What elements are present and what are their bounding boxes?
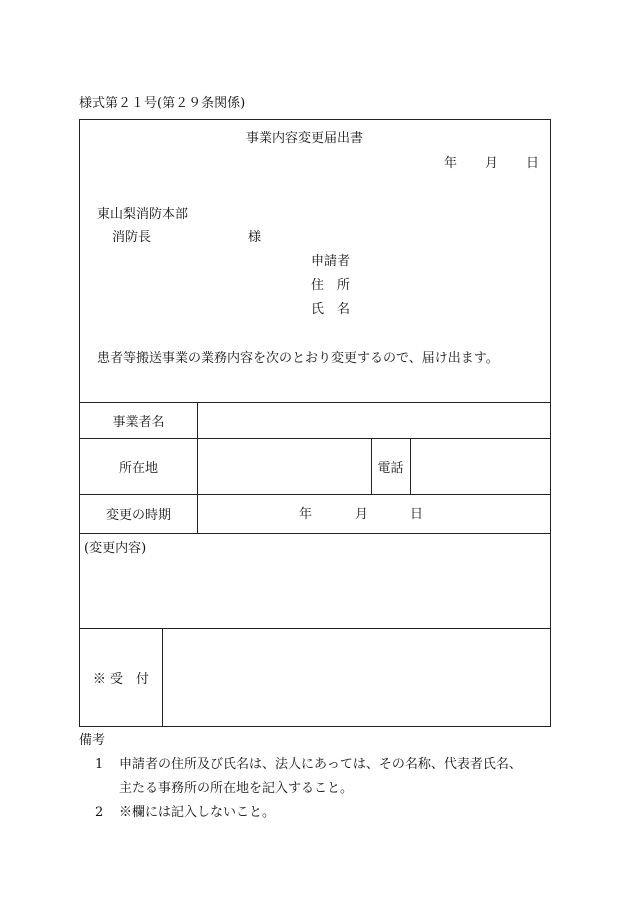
business-name-label: 事業者名 — [112, 414, 165, 430]
note-2-line-1: ※欄には記入しないこと。 — [119, 805, 276, 820]
divider-row3-bottom — [80, 533, 550, 534]
notes-heading: 備考 — [79, 733, 106, 748]
change-content-field[interactable] — [80, 560, 550, 627]
form-number: 様式第２１号(第２９条関係) — [79, 96, 246, 111]
date-year-label: 年 — [444, 156, 458, 171]
form-frame — [79, 119, 551, 727]
change-timing-label: 変更の時期 — [105, 508, 171, 523]
statement-text: 患者等搬送事業の業務内容を次のとおり変更するので、届け出ます。 — [97, 351, 499, 366]
change-timing-day: 日 — [410, 507, 424, 522]
reception-label: ※ 受 付 — [92, 672, 150, 687]
note-2-number: 2 — [95, 805, 104, 820]
date-month-label: 月 — [485, 156, 499, 171]
reception-field — [163, 629, 550, 726]
date-day-label: 日 — [526, 156, 540, 171]
change-content-label: (変更内容) — [84, 541, 147, 556]
applicant-label: 申請者 — [311, 254, 351, 269]
note-1-line-1: 申請者の住所及び氏名は、法人にあっては、その名称、代表者氏名、 — [119, 757, 522, 772]
phone-label: 電話 — [377, 460, 404, 476]
change-timing-year: 年 — [299, 507, 313, 522]
note-1-number: 1 — [95, 757, 104, 772]
applicant-name-label: 氏 名 — [311, 302, 351, 317]
business-name-field[interactable] — [198, 403, 550, 438]
change-timing-month: 月 — [355, 507, 369, 522]
location-label: 所在地 — [118, 460, 158, 476]
phone-field[interactable] — [411, 439, 550, 494]
location-field[interactable] — [198, 439, 371, 494]
form-title: 事業内容変更届出書 — [246, 131, 364, 146]
recipient-position: 消防長 — [112, 230, 152, 245]
recipient-org: 東山梨消防本部 — [97, 207, 189, 222]
note-1-line-2: 主たる事務所の所在地を記入すること。 — [119, 781, 354, 796]
applicant-address-label: 住 所 — [311, 278, 351, 293]
recipient-honorific: 様 — [248, 230, 262, 245]
